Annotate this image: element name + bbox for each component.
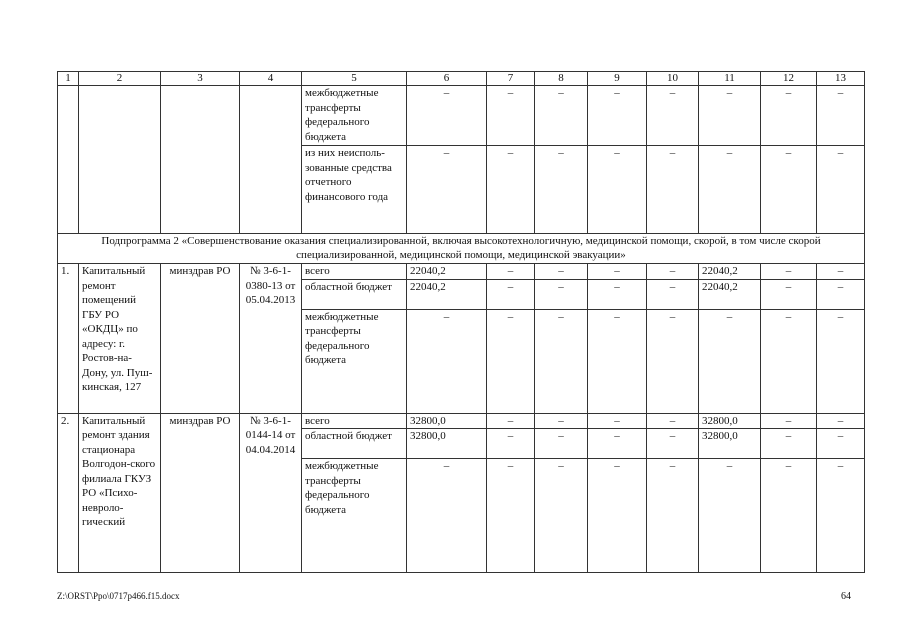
value-cell: –: [817, 146, 865, 234]
value-cell: –: [588, 264, 647, 280]
funding-source: областной бюджет: [302, 429, 407, 459]
value-cell: –: [647, 264, 699, 280]
value-cell: –: [817, 459, 865, 573]
item-number: 2.: [58, 413, 79, 573]
funding-source: межбюджетные трансферты федерального бюджета: [302, 309, 407, 413]
col-header: 10: [647, 72, 699, 86]
value-cell: –: [761, 309, 817, 413]
value-cell: 22040,2: [699, 264, 761, 280]
col-header: 13: [817, 72, 865, 86]
subprogram-row: [58, 234, 865, 264]
value-cell: –: [588, 86, 647, 146]
value-cell: –: [535, 413, 588, 429]
col-header: 9: [588, 72, 647, 86]
document-ref: № 3-6-1-0380-13 от 05.04.2013: [240, 264, 302, 414]
funding-source: областной бюджет: [302, 279, 407, 309]
agency: минздрав РО: [161, 264, 240, 414]
value-cell: –: [647, 459, 699, 573]
value-cell: –: [535, 429, 588, 459]
value-cell: –: [817, 86, 865, 146]
value-cell: –: [761, 413, 817, 429]
file-path: Z:\ORST\Ppo\0717p466.f15.docx: [57, 591, 180, 601]
value-cell: –: [761, 146, 817, 234]
col-header: 7: [487, 72, 535, 86]
value-cell: –: [647, 309, 699, 413]
value-cell: –: [535, 459, 588, 573]
funding-source: межбюджетные трансферты федерального бюджета: [302, 459, 407, 573]
empty-cell: [58, 86, 79, 234]
value-cell: –: [817, 309, 865, 413]
value-cell: –: [699, 146, 761, 234]
value-cell: –: [535, 264, 588, 280]
col-header: 8: [535, 72, 588, 86]
value-cell: –: [588, 413, 647, 429]
value-cell: 32800,0: [699, 413, 761, 429]
value-cell: –: [535, 279, 588, 309]
value-cell: –: [407, 86, 487, 146]
value-cell: –: [817, 264, 865, 280]
value-cell: –: [407, 309, 487, 413]
value-cell: –: [487, 264, 535, 280]
value-cell: –: [761, 264, 817, 280]
value-cell: –: [761, 429, 817, 459]
value-cell: –: [699, 459, 761, 573]
value-cell: –: [487, 86, 535, 146]
value-cell: –: [761, 86, 817, 146]
value-cell: –: [817, 429, 865, 459]
col-header: 4: [240, 72, 302, 86]
col-header: 2: [79, 72, 161, 86]
value-cell: –: [761, 279, 817, 309]
value-cell: –: [535, 146, 588, 234]
empty-cell: [240, 86, 302, 234]
item-number: 1.: [58, 264, 79, 414]
object-name: Капитальный ремонт здания стационара Волгодон-ского филиала ГКУЗ РО «Психо-невроло-гический: [79, 413, 161, 573]
value-cell: 32800,0: [407, 413, 487, 429]
table-row: [58, 86, 865, 146]
funding-source: всего: [302, 264, 407, 280]
empty-cell: [161, 86, 240, 234]
value-cell: –: [647, 413, 699, 429]
funding-source: всего: [302, 413, 407, 429]
funding-source: межбюджетные трансферты федерального бюджета: [302, 86, 407, 146]
value-cell: –: [487, 309, 535, 413]
value-cell: –: [588, 309, 647, 413]
value-cell: –: [761, 459, 817, 573]
object-name: Капитальный ремонт помещений ГБУ РО «ОКДЦ» по адресу: г. Ростов-на-Дону, ул. Пуш-кинская, 127: [79, 264, 161, 414]
table-row: [58, 413, 865, 429]
value-cell: –: [647, 429, 699, 459]
value-cell: –: [487, 279, 535, 309]
empty-cell: [79, 86, 161, 234]
table-row: [58, 264, 865, 280]
value-cell: 22040,2: [699, 279, 761, 309]
value-cell: 22040,2: [407, 264, 487, 280]
budget-table: [57, 71, 865, 573]
value-cell: 32800,0: [407, 429, 487, 459]
value-cell: 32800,0: [699, 429, 761, 459]
col-header: 12: [761, 72, 817, 86]
value-cell: –: [817, 279, 865, 309]
value-cell: –: [487, 429, 535, 459]
value-cell: –: [647, 279, 699, 309]
col-header: 3: [161, 72, 240, 86]
page-number: 64: [841, 591, 851, 602]
value-cell: –: [699, 309, 761, 413]
col-header: 5: [302, 72, 407, 86]
agency: минздрав РО: [161, 413, 240, 573]
col-header: 11: [699, 72, 761, 86]
value-cell: –: [647, 146, 699, 234]
value-cell: –: [588, 459, 647, 573]
value-cell: –: [535, 86, 588, 146]
value-cell: –: [699, 86, 761, 146]
value-cell: –: [588, 279, 647, 309]
header-row: [58, 72, 865, 86]
subprogram-title: Подпрограмма 2 «Совершенствование оказания специализированной, включая высокотехнологичную, медицинской помощи, скорой, в том числе скорой специализированной, медицинской помощи, медицинской эвакуации»: [58, 234, 865, 264]
value-cell: –: [407, 146, 487, 234]
value-cell: 22040,2: [407, 279, 487, 309]
col-header: 6: [407, 72, 487, 86]
value-cell: –: [407, 459, 487, 573]
value-cell: –: [487, 413, 535, 429]
value-cell: –: [487, 146, 535, 234]
document-ref: № 3-6-1-0144-14 от 04.04.2014: [240, 413, 302, 573]
value-cell: –: [817, 413, 865, 429]
value-cell: –: [487, 459, 535, 573]
funding-source: из них неисполь-зованные средства отчетного финансового года: [302, 146, 407, 234]
value-cell: –: [647, 86, 699, 146]
value-cell: –: [535, 309, 588, 413]
col-header: 1: [58, 72, 79, 86]
value-cell: –: [588, 429, 647, 459]
value-cell: –: [588, 146, 647, 234]
